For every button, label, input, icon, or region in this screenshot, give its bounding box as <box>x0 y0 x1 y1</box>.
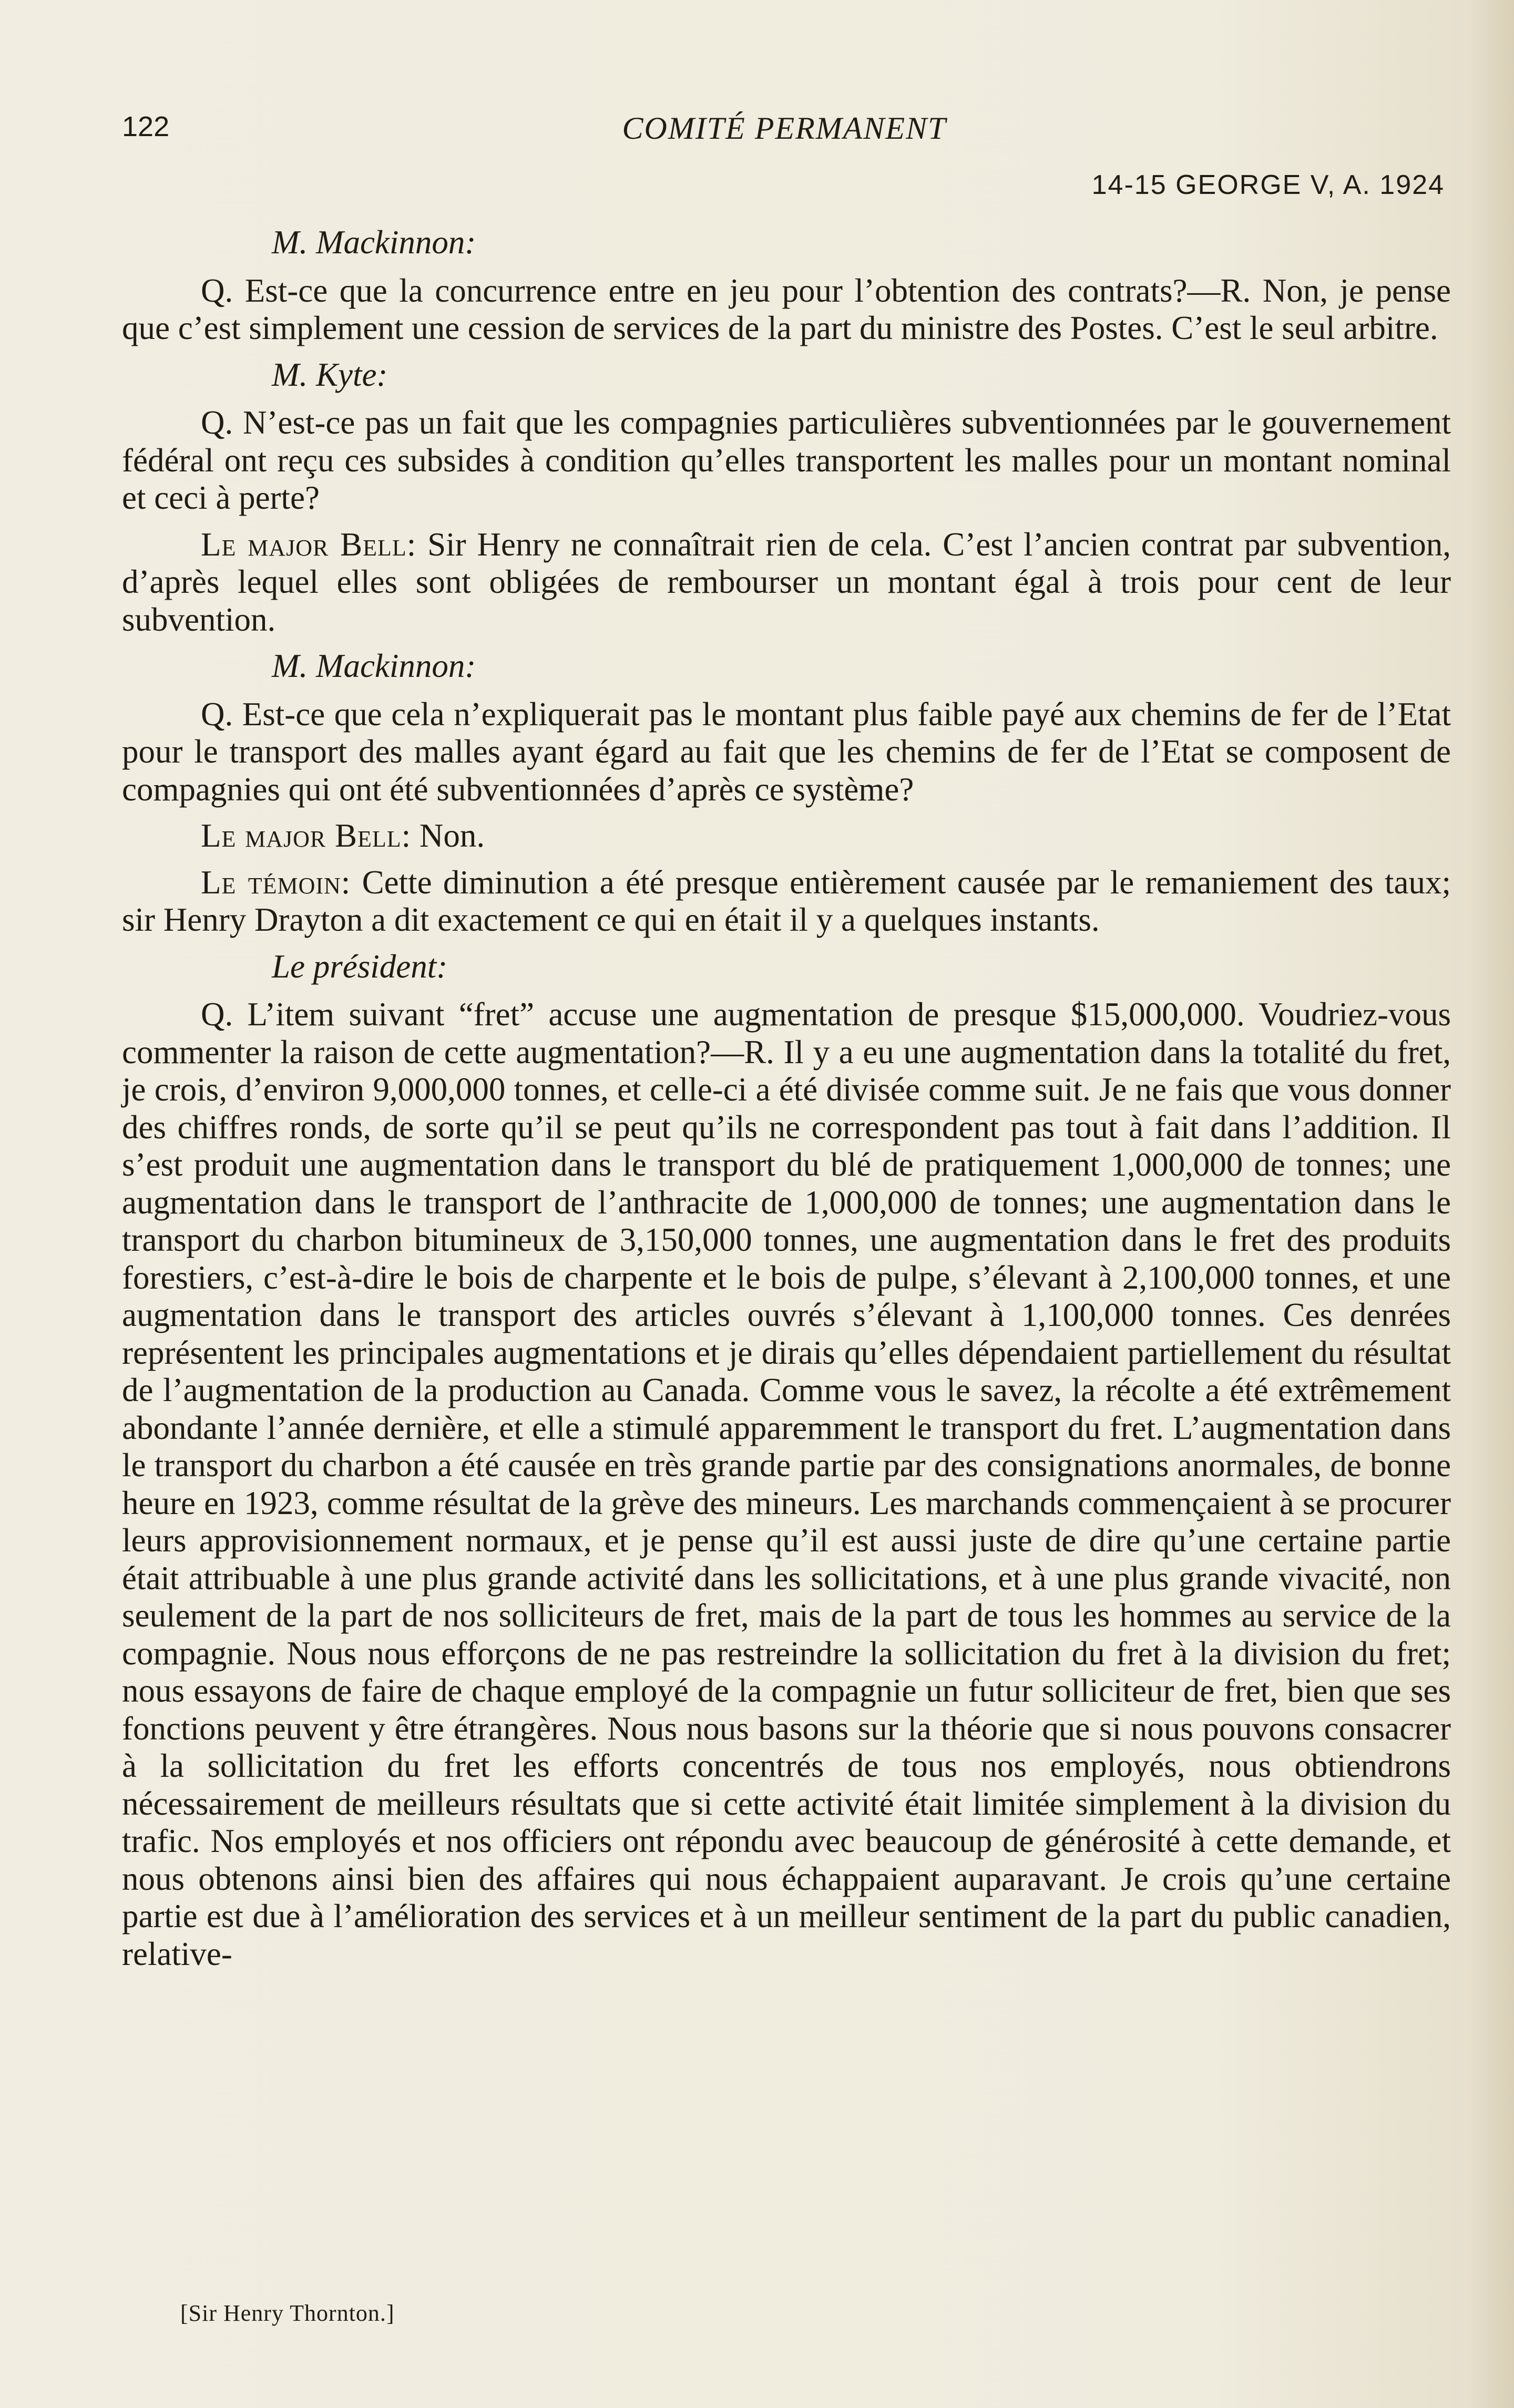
page-header <box>122 110 1447 152</box>
paragraph: Q. Est-ce que la concurrence entre en jeu pour l’obtention des contrats?—R. Non, je pense que c’est simplement une cession de services de la part du ministre des Postes. C’est le seul arbitre. <box>122 272 1451 346</box>
paragraph <box>122 864 1451 939</box>
body-text <box>122 221 1451 1982</box>
paragraph-text: Sir Henry ne connaîtrait rien de cela. C’est l’ancien contrat par subvention, d’après lequel elles sont obligées de rembourser un montant égal à trois pour cent de leur subvention. <box>122 526 1451 638</box>
speaker-lead: Le major Bell: <box>201 526 417 563</box>
session-line: 14-15 GEORGE V, A. 1924 <box>1091 170 1445 200</box>
paragraph-text: Non. <box>411 817 485 854</box>
paragraph-text: Cette diminution a été presque entièrement causée par le remaniement des taux; sir Henry Drayton a dit exactement ce qui en était il y a quelques instants. <box>122 863 1451 938</box>
speaker-lead: Le témoin: <box>201 863 351 901</box>
speaker-heading: Le président: <box>272 948 448 985</box>
paragraph: Q. L’item suivant “fret” accuse une augmentation de presque $15,000,000. Voudriez-vous commenter la raison de cette augmentation?—R. Il y a eu une augmentation dans la totalité du fret, je crois, d’environ 9,000,000 tonnes, et celle-ci a été divisée comme suit. Je ne fais que vous donner des chiffres ronds, de sorte qu’il se peut qu’ils ne correspondent pas tout à fait dans l’addition. Il s’est produit une augmentation dans le transport du blé de pratiquement 1,000,000 de tonnes; une augmentation dans le transport de l’anthracite de 1,000,000 de tonnes; une augmentation dans le transport du charbon bitumineux de 3,150,000 tonnes, une augmentation dans le fret des produits forestiers, c’est-à-dire le bois de charpente et le bois de pulpe, s’élevant à 2,100,000 tonnes, et une augmentation dans le transport des articles ouvrés s’élevant à 1,100,000 tonnes. Ces denrées représentent les principales augmentations et je dirais qu’elles dépendaient partiellement du résultat de l’augmentation de la production au Canada. Comme vous le savez, la récolte a été extrêmement abondante l’année dernière, et elle a stimulé apparemment le transport du fret. L’augmentation dans le transport du charbon a été causée en très grande partie par des consignations anormales, de bonne heure en 1923, comme résultat de la grève des mineurs. Les marchands commençaient à se procurer leurs approvisionnement normaux, et je pense qu’il est aussi juste de dire qu’une certaine partie était attribuable à une plus grande activité dans les sollicitations, et à une plus grande vivacité, non seulement de la part de nos solliciteurs de fret, mais de la part de tous les hommes au service de la compagnie. Nous nous efforçons de ne pas restreindre la sollicitation du fret à la division du fret; nous essayons de faire de chaque employé de la compagnie un futur solliciteur de fret, bien que ses fonctions peuvent y être étrangères. Nous nous basons sur la théorie que si nous pouvons consacrer à la sollicitation du fret les efforts concentrés de tous nos employés, nous obtiendrons nécessairement de meilleurs résultats que si cette activité était limitée simplement à la division du trafic. Nos employés et nos officiers ont répondu avec beaucoup de générosité à cette demande, et nous obtenons ainsi bien des affaires qui nous échappaient auparavant. Je crois qu’une certaine partie est due à l’amélioration des services et à un meilleur sentiment de la part du public canadien, relative- <box>122 996 1451 1972</box>
paragraph <box>122 526 1451 639</box>
speaker-heading: M. Mackinnon: <box>272 647 476 684</box>
page-number: 122 <box>122 111 170 142</box>
paragraph: Q. N’est-ce pas un fait que les compagnies particulières subventionnées par le gouvernement fédéral ont reçu ces subsides à condition qu’elles transportent les malles pour un montant nominal et ceci à perte? <box>122 404 1451 516</box>
speaker-lead: Le major Bell: <box>201 817 412 854</box>
speaker-heading: M. Mackinnon: <box>272 224 476 261</box>
paragraph: Q. Est-ce que cela n’expliquerait pas le montant plus faible payé aux chemins de fer de l’Etat pour le transport des malles ayant égard au fait que les chemins de fer de l’Etat se composent de compagnies qui ont été subventionnées d’après ce système? <box>122 695 1451 808</box>
speaker-attribution: [Sir Henry Thornton.] <box>180 2300 395 2326</box>
speaker-heading: M. Kyte: <box>272 356 388 393</box>
paragraph <box>122 817 1451 855</box>
running-head: COMITÉ PERMANENT <box>622 111 947 146</box>
